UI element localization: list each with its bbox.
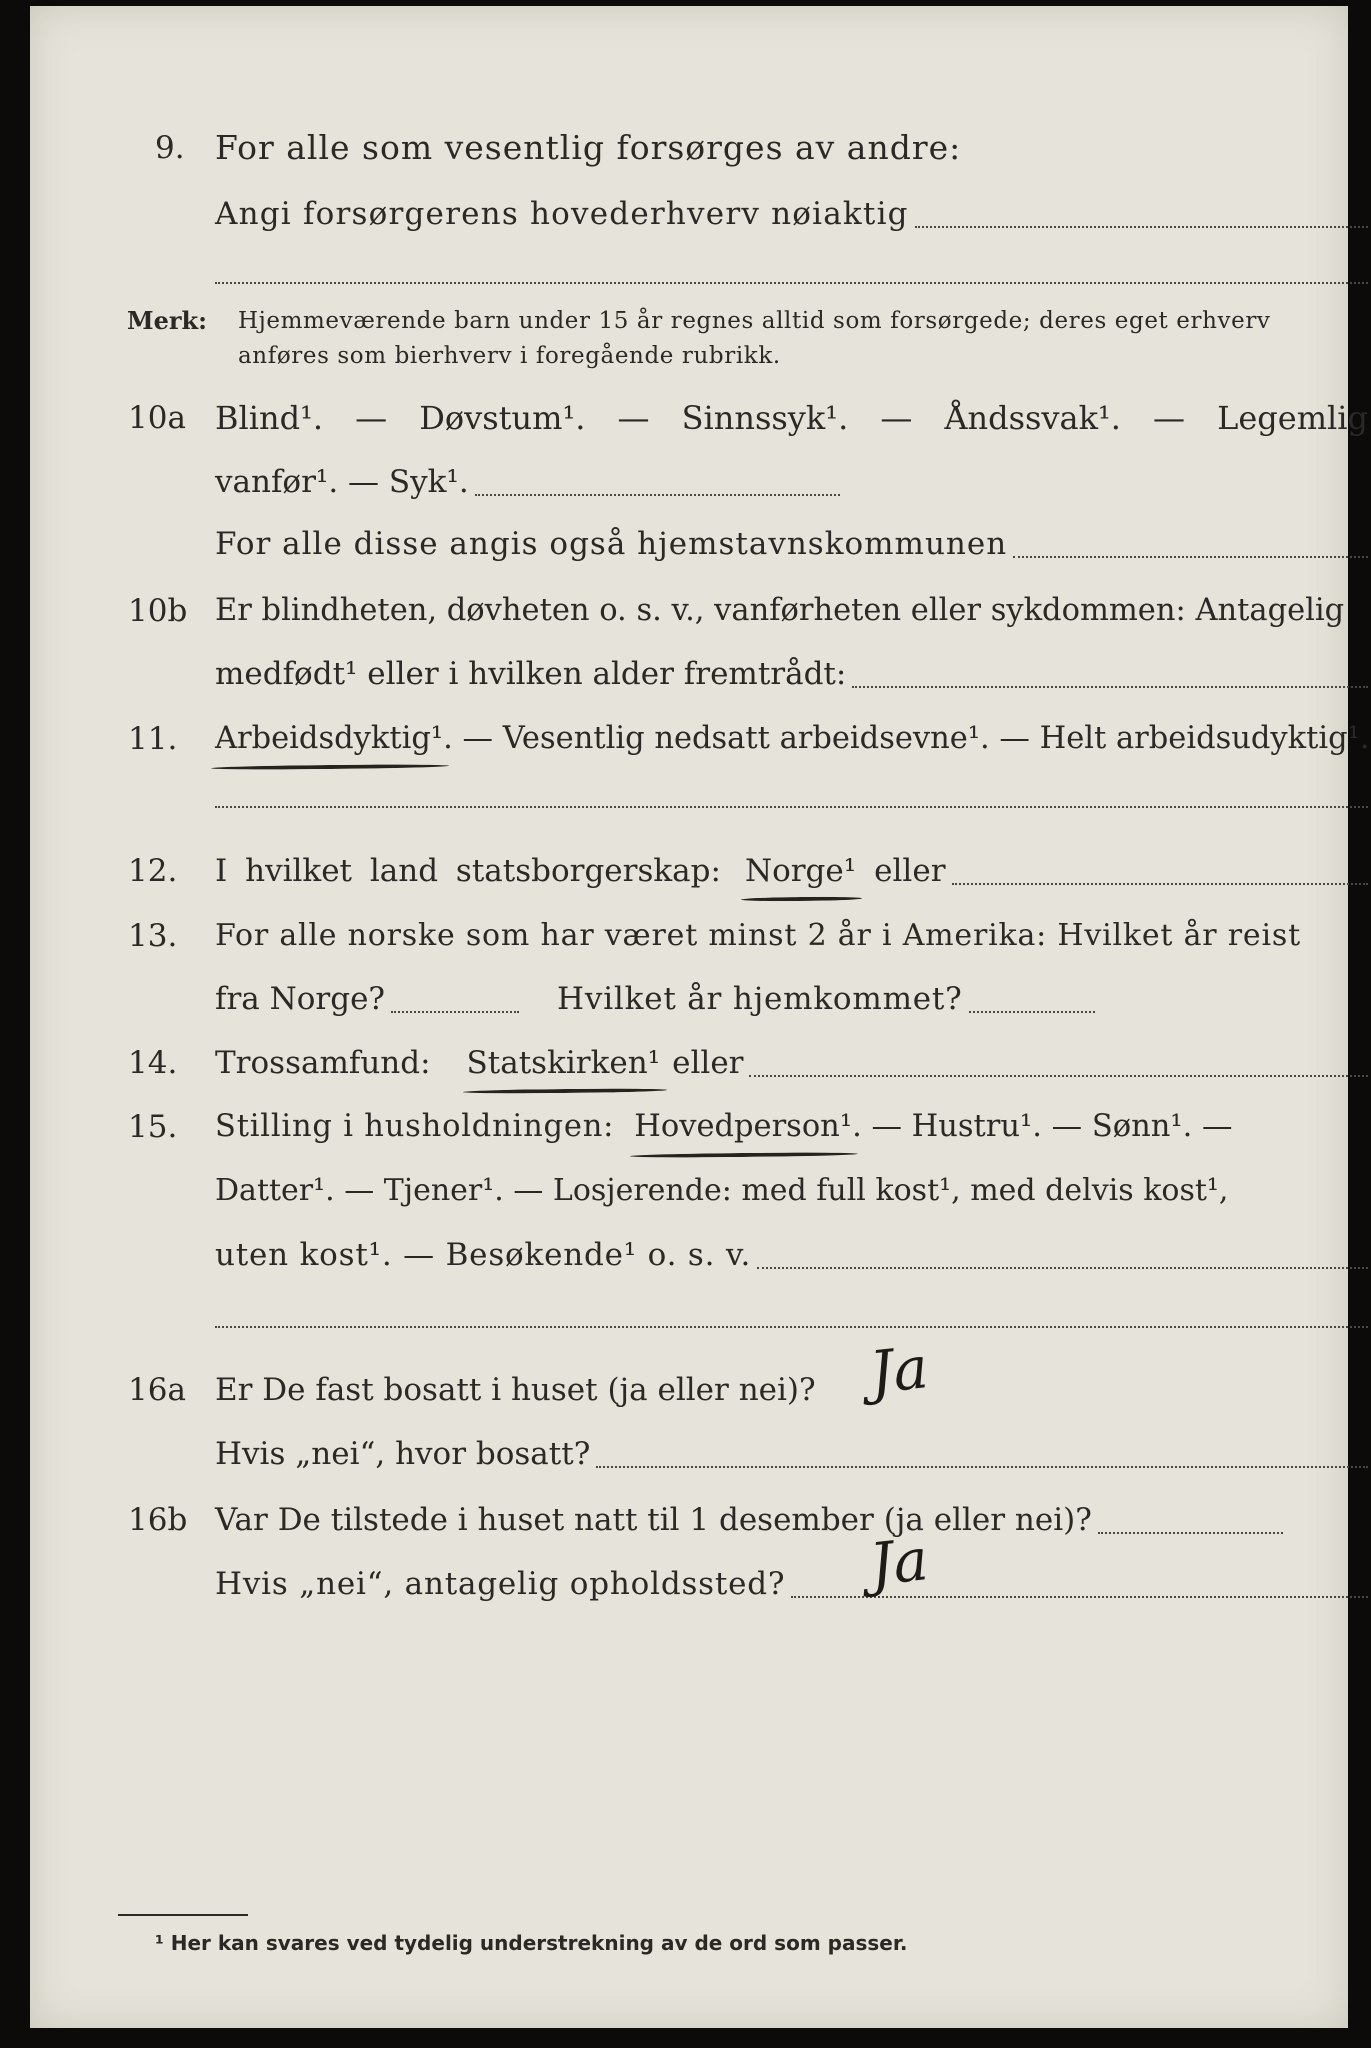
q14-answer-field[interactable] (749, 1075, 1368, 1077)
q16b-line2: Hvis „nei“, antagelig opholdssted? (215, 1564, 1368, 1604)
q15-number: 15. (128, 1109, 178, 1145)
q9-extra-answer-line[interactable] (215, 282, 1368, 284)
q16b-line1: Var De tilstede i huset natt til 1 desember (ja eller nei)? (215, 1500, 1283, 1540)
q13-line2: fra Norge? Hvilket år hjemkommet? (215, 979, 1095, 1019)
q11-selected-option: Arbeidsdyktig¹ (215, 719, 443, 759)
q11-number: 11. (128, 721, 178, 757)
q12-answer-field[interactable] (952, 883, 1368, 885)
merk-line1: Hjemmeværende barn under 15 år regnes alltid som forsørgede; deres eget erhverv (238, 308, 1271, 334)
q14-number: 14. (128, 1045, 178, 1081)
q16b-number: 16b (128, 1502, 188, 1538)
q12-line: I hvilket land statsborgerskap: Norge¹ eller (215, 851, 1368, 891)
q16b-handwritten-answer: Ja (866, 1525, 932, 1599)
q10a-line1: Blind¹. — Døvstum¹. — Sinnssyk¹. — Åndssvak¹. — Legemlig (215, 399, 1368, 437)
q16a-line2: Hvis „nei“, hvor bosatt? (215, 1434, 1368, 1474)
q15-line2: Datter¹. — Tjener¹. — Losjerende: med full kost¹, med delvis kost¹, (215, 1173, 1229, 1208)
q15-line1: Stilling i husholdningen: Hovedperson¹ . — Hustru¹. — Sønn¹. — (215, 1107, 1368, 1147)
q10a-hometown-field[interactable] (1013, 556, 1368, 558)
footnote-separator (118, 1914, 248, 1916)
merk-label: Merk: (127, 306, 207, 335)
census-form-page (30, 6, 1370, 2028)
q10a-line3: For alle disse angis også hjemstavnskommunen (215, 524, 1368, 564)
q12-selected-option: Norge¹ (744, 853, 857, 889)
merk-line2: anføres som bierhverv i foregående rubrikk. (238, 343, 781, 369)
q15-line3: uten kost¹. — Besøkende¹ o. s. v. (215, 1235, 1368, 1275)
q13-year-returned-field[interactable] (969, 1011, 1095, 1013)
q14-selected-option: Statskirken¹ (466, 1045, 661, 1081)
q16b-answer-field[interactable] (1098, 1532, 1283, 1534)
q16a-number: 16a (128, 1372, 186, 1408)
q16a-handwritten-answer: Ja (866, 1333, 932, 1407)
q16a-line1: Er De fast bosatt i huset (ja eller nei)? (215, 1372, 816, 1408)
q14-line: Trossamfund: Statskirken¹ eller (215, 1043, 1368, 1083)
q11-extra-answer-line[interactable] (215, 806, 1368, 808)
q13-number: 13. (128, 918, 178, 954)
q10b-line2: medfødt¹ eller i hvilken alder fremtrådt: (215, 654, 1368, 694)
q13-line1: For alle norske som har været minst 2 år i Amerika: Hvilket år reist (215, 918, 1301, 953)
q12-number: 12. (128, 853, 178, 889)
q9-number: 9. (155, 130, 185, 166)
q11-line: Arbeidsdyktig¹ . — Vesentlig nedsatt arbeidsevne¹. — Helt arbeidsudyktig¹. (215, 719, 1368, 759)
q10b-line1: Er blindheten, døvheten o. s. v., vanførheten eller sykdommen: Antagelig (215, 593, 1345, 628)
q10a-line2: vanfør¹. — Syk¹. (215, 462, 840, 502)
q10b-number: 10b (128, 593, 188, 629)
q13-year-left-field[interactable] (391, 1011, 519, 1013)
q9-line1: For alle som vesentlig forsørges av andre: (215, 128, 962, 167)
q15-answer-field[interactable] (757, 1267, 1368, 1269)
q10b-answer-field[interactable] (852, 686, 1368, 688)
footnote: ¹ Her kan svares ved tydelig understrekning av de ord som passer. (155, 1931, 908, 1955)
q9-answer-field[interactable] (915, 226, 1368, 228)
q10a-number: 10a (128, 400, 186, 436)
q10a-answer-field[interactable] (475, 494, 840, 496)
q15-extra-answer-line[interactable] (215, 1326, 1368, 1328)
q15-selected-option: Hovedperson¹ (634, 1107, 852, 1147)
q16a-answer-field[interactable] (596, 1466, 1368, 1468)
q9-line2: Angi forsørgerens hovederhverv nøiaktig (215, 194, 1368, 234)
